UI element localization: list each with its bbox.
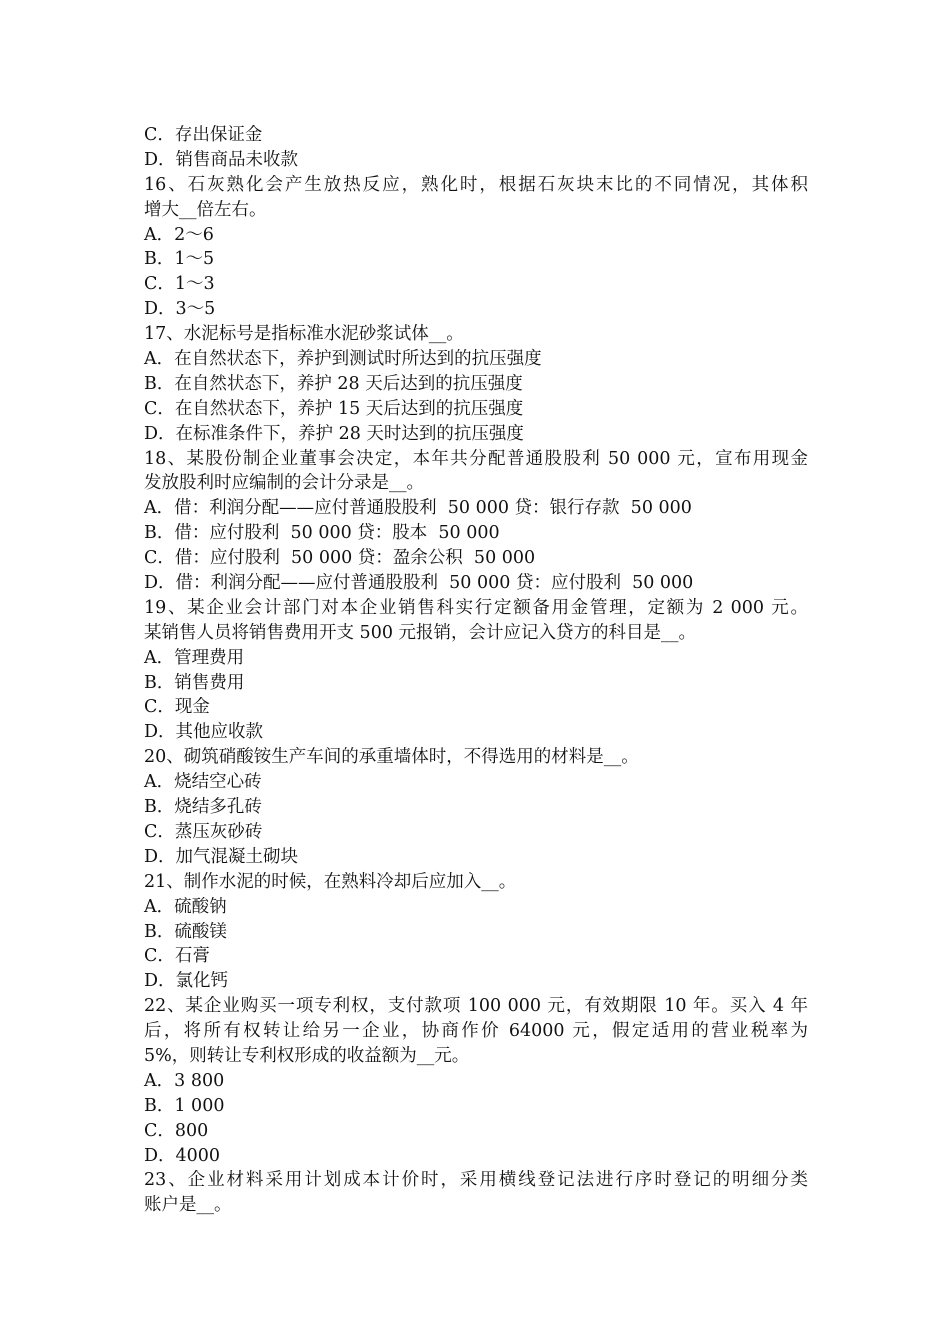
- question-text-line: 20、砌筑硝酸铵生产车间的承重墙体时，不得选用的材料是__。: [144, 747, 639, 768]
- answer-option-line: C．石膏: [144, 946, 210, 967]
- answer-option-line: D．借：利润分配——应付普通股股利 50 000 贷：应付股利 50 000: [144, 573, 694, 594]
- question-text-line: 发放股利时应编制的会计分录是__。: [144, 473, 424, 494]
- question-text-line: 23、企业材料采用计划成本计价时，采用横线登记法进行序时登记的明细分类: [144, 1170, 808, 1191]
- answer-option-line: C．在自然状态下，养护 15 天后达到的抗压强度: [144, 398, 524, 419]
- question-text-line: 18、某股份制企业董事会决定，本年共分配普通股股利 50 000 元，宣布用现金: [144, 448, 808, 469]
- question-text-line: 19、某企业会计部门对本企业销售科实行定额备用金管理，定额为 2 000 元。: [144, 597, 808, 618]
- answer-option-line: D．3～5: [144, 299, 216, 320]
- question-text-line: 某销售人员将销售费用开支 500 元报销，会计应记入贷方的科目是__。: [144, 622, 697, 643]
- answer-option-line: D．在标准条件下，养护 28 天时达到的抗压强度: [144, 423, 524, 444]
- answer-option-line: A．借：利润分配——应付普通股股利 50 000 贷：银行存款 50 000: [144, 498, 692, 519]
- answer-option-line: D．加气混凝土砌块: [144, 846, 299, 867]
- answer-option-line: C．借：应付股利 50 000 贷：盈余公积 50 000: [144, 548, 536, 569]
- answer-option-line: A．3 800: [144, 1070, 225, 1091]
- answer-option-line: D．销售商品未收款: [144, 149, 299, 170]
- answer-option-line: C．800: [144, 1120, 209, 1141]
- question-text-line: 5%，则转让专利权形成的收益额为__元。: [144, 1045, 470, 1066]
- answer-option-line: C．蒸压灰砂砖: [144, 821, 263, 842]
- question-text-line: 16、石灰熟化会产生放热反应，熟化时，根据石灰块末比的不同情况，其体积: [144, 174, 808, 195]
- question-text-line: 账户是__。: [144, 1195, 232, 1216]
- answer-option-line: A．硫酸钠: [144, 896, 227, 917]
- answer-option-line: B．1～5: [144, 249, 215, 270]
- answer-option-line: B．硫酸镁: [144, 921, 227, 942]
- question-text-line: 增大__倍左右。: [144, 199, 267, 220]
- answer-option-line: C．现金: [144, 697, 210, 718]
- answer-option-line: D．4000: [144, 1145, 221, 1166]
- question-text-line: 17、水泥标号是指标准水泥砂浆试体__。: [144, 324, 464, 345]
- document-body: [144, 123, 808, 1218]
- answer-option-line: A．管理费用: [144, 647, 245, 668]
- question-text-line: 后，将所有权转让给另一企业，协商作价 64000 元，假定适用的营业税率为: [144, 1021, 808, 1042]
- answer-option-line: B．1 000: [144, 1095, 225, 1116]
- answer-option-line: C．1～3: [144, 274, 215, 295]
- answer-option-line: D．其他应收款: [144, 722, 264, 743]
- answer-option-line: C．存出保证金: [144, 125, 263, 145]
- answer-option-line: A．2～6: [144, 224, 214, 245]
- answer-option-line: A．在自然状态下，养护到测试时所达到的抗压强度: [144, 349, 542, 370]
- answer-option-line: D．氯化钙: [144, 971, 229, 992]
- question-text-line: 21、制作水泥的时候，在熟料冷却后应加入__。: [144, 871, 517, 892]
- question-text-line: 22、某企业购买一项专利权，支付款项 100 000 元，有效期限 10 年。买入 4 年: [144, 996, 808, 1017]
- answer-option-line: B．销售费用: [144, 672, 245, 693]
- answer-option-line: B．在自然状态下，养护 28 天后达到的抗压强度: [144, 373, 523, 394]
- answer-option-line: B．借：应付股利 50 000 贷：股本 50 000: [144, 523, 500, 544]
- answer-option-line: B．烧结多孔砖: [144, 797, 262, 818]
- answer-option-line: A．烧结空心砖: [144, 772, 262, 793]
